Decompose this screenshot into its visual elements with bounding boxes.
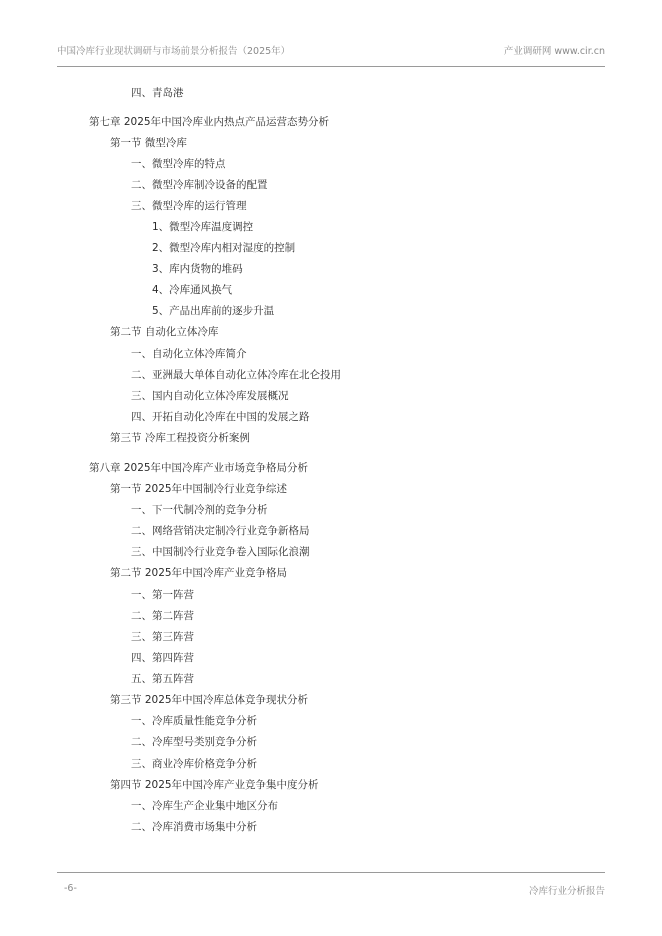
toc-chapter: 第八章 2025年中国冷库产业市场竞争格局分析 bbox=[89, 462, 309, 474]
toc-subitem: 2、微型冷库内相对湿度的控制 bbox=[152, 242, 296, 254]
toc-subitem: 1、微型冷库温度调控 bbox=[152, 221, 254, 233]
toc-item: 二、亚洲最大单体自动化立体冷库在北仑投用 bbox=[131, 369, 341, 381]
toc-chapter: 第七章 2025年中国冷库业内热点产品运营态势分析 bbox=[89, 116, 330, 128]
toc-item: 一、第一阵营 bbox=[131, 589, 194, 601]
toc-subitem: 3、库内货物的堆码 bbox=[152, 263, 243, 275]
footer-divider bbox=[57, 872, 605, 873]
toc-item: 四、青岛港 bbox=[131, 87, 184, 99]
toc-item: 二、微型冷库制冷设备的配置 bbox=[131, 179, 268, 191]
page-number: -6- bbox=[64, 883, 77, 894]
toc-item: 三、国内自动化立体冷库发展概况 bbox=[131, 390, 289, 402]
header-title: 中国冷库行业现状调研与市场前景分析报告（2025年） bbox=[57, 46, 291, 57]
header-divider bbox=[57, 66, 605, 67]
toc-section: 第三节 2025年中国冷库总体竞争现状分析 bbox=[110, 694, 309, 706]
toc-item: 三、中国制冷行业竞争卷入国际化浪潮 bbox=[131, 546, 310, 558]
toc-item: 二、冷库型号类别竞争分析 bbox=[131, 736, 257, 748]
toc-section: 第一节 2025年中国制冷行业竞争综述 bbox=[110, 483, 288, 495]
toc-item: 一、下一代制冷剂的竞争分析 bbox=[131, 504, 268, 516]
toc-section: 第三节 冷库工程投资分析案例 bbox=[110, 432, 250, 444]
toc-item: 三、第三阵营 bbox=[131, 631, 194, 643]
toc-item: 三、商业冷库价格竞争分析 bbox=[131, 758, 257, 770]
toc-item: 一、自动化立体冷库简介 bbox=[131, 348, 247, 360]
toc-item: 一、冷库质量性能竞争分析 bbox=[131, 715, 257, 727]
toc-item: 三、微型冷库的运行管理 bbox=[131, 200, 247, 212]
toc-item: 一、冷库生产企业集中地区分布 bbox=[131, 800, 278, 812]
toc-item: 二、网络营销决定制冷行业竞争新格局 bbox=[131, 525, 310, 537]
toc-subitem: 5、产品出库前的逐步升温 bbox=[152, 305, 275, 317]
toc-item: 四、开拓自动化冷库在中国的发展之路 bbox=[131, 411, 310, 423]
toc-item: 二、第二阵营 bbox=[131, 610, 194, 622]
toc-item: 一、微型冷库的特点 bbox=[131, 158, 226, 170]
header-site: 产业调研网 www.cir.cn bbox=[503, 46, 605, 57]
toc-section: 第一节 微型冷库 bbox=[110, 137, 187, 149]
toc-section: 第四节 2025年中国冷库产业竞争集中度分析 bbox=[110, 779, 319, 791]
footer-label: 冷库行业分析报告 bbox=[528, 886, 605, 897]
toc-subitem: 4、冷库通风换气 bbox=[152, 284, 233, 296]
toc-item: 二、冷库消费市场集中分析 bbox=[131, 821, 257, 833]
toc-item: 五、第五阵营 bbox=[131, 673, 194, 685]
toc-section: 第二节 自动化立体冷库 bbox=[110, 326, 219, 338]
toc-item: 四、第四阵营 bbox=[131, 652, 194, 664]
toc-section: 第二节 2025年中国冷库产业竞争格局 bbox=[110, 567, 288, 579]
